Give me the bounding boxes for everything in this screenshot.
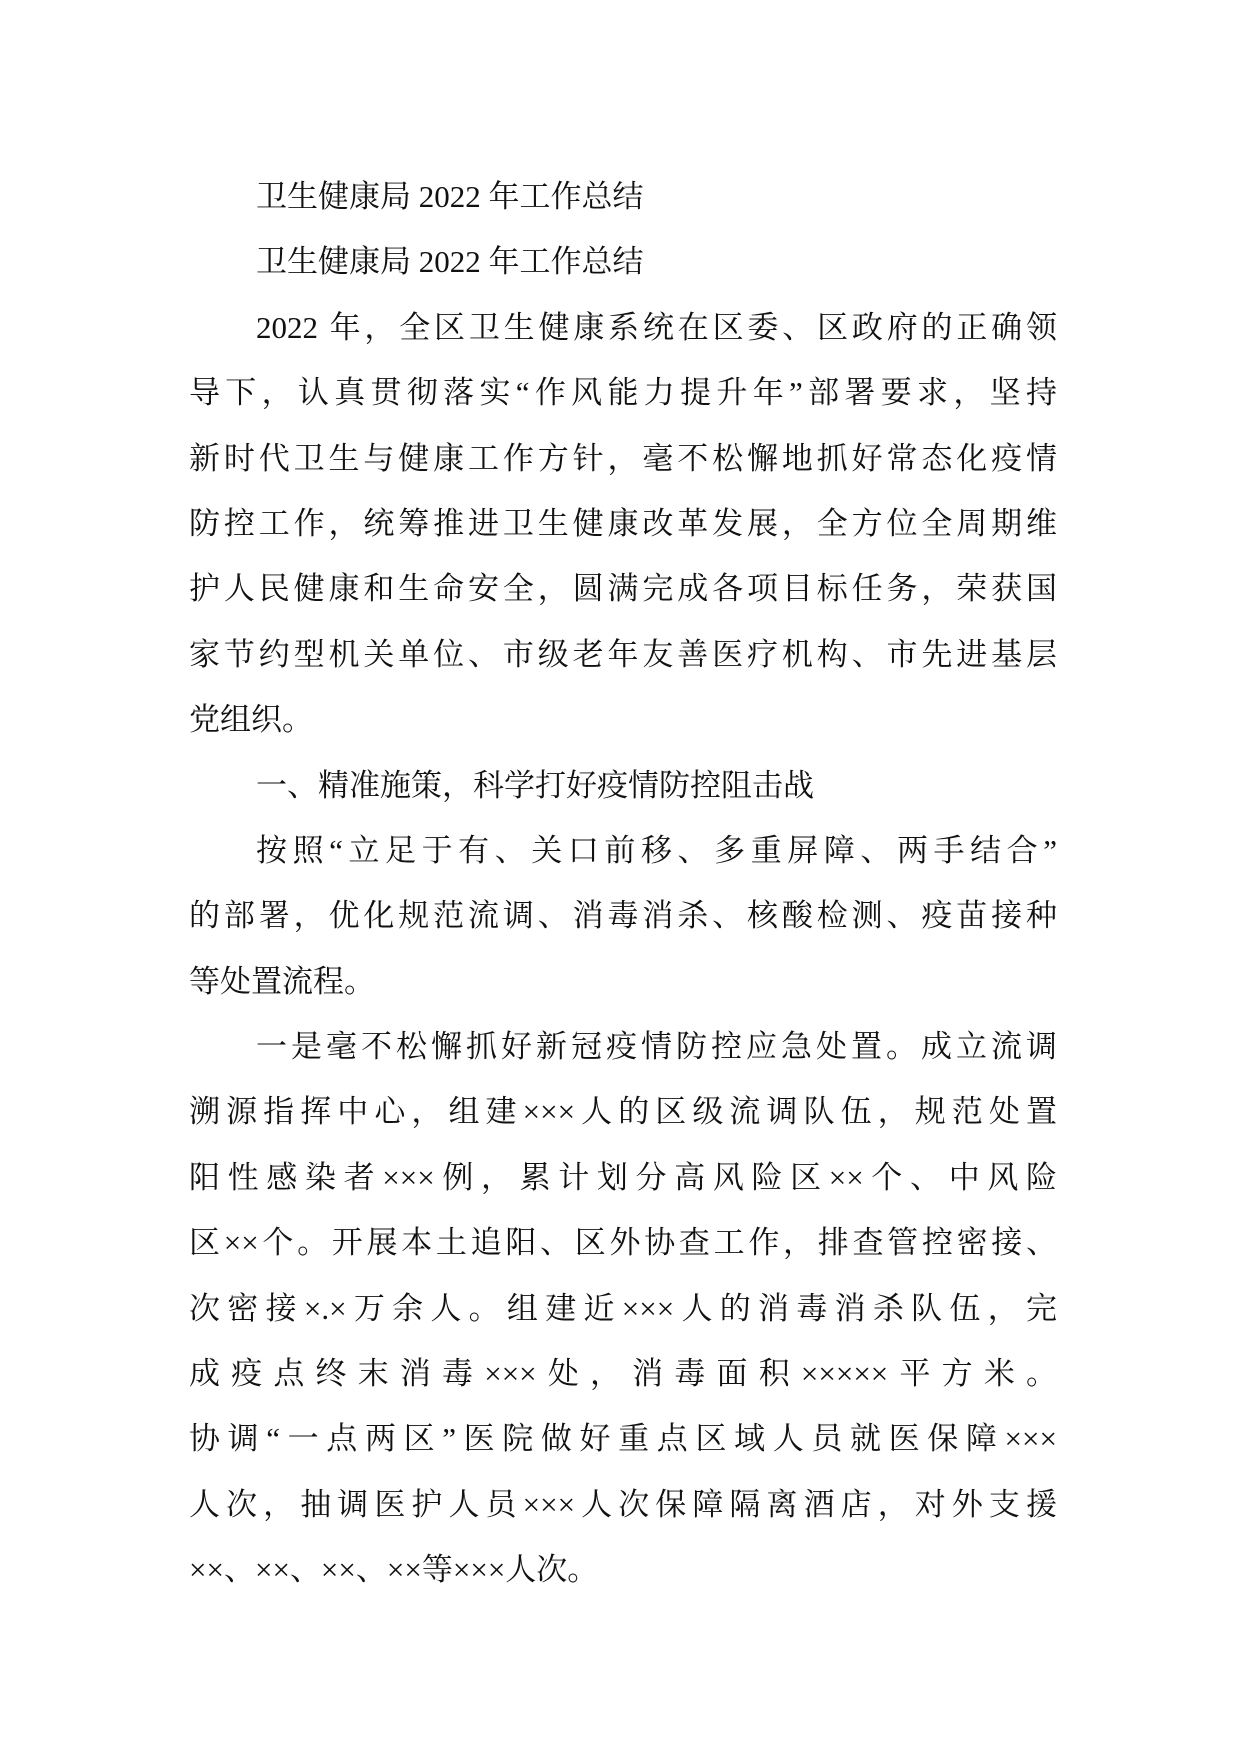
body-paragraph <box>189 818 1057 1014</box>
body-text-line: 2022 年，全区卫生健康系统在区委、区政府的正确领 <box>256 309 1057 345</box>
body-text-line: 新时代卫生与健康工作方针，毫不松懈地抓好常态化疫情 <box>189 440 1057 476</box>
body-text-line: 人次，抽调医护人员×××人次保障隔离酒店，对外支援 <box>189 1486 1057 1522</box>
document-title-repeat: 卫生健康局 2022 年工作总结 <box>256 244 644 280</box>
document-title: 卫生健康局 2022 年工作总结 <box>256 179 644 214</box>
body-text-line: 党组织。 <box>189 702 313 738</box>
body-text-line: 成疫点终末消毒×××处，消毒面积×××××平方米。 <box>189 1356 1057 1392</box>
body-text-line: 的部署，优化规范流调、消毒消杀、核酸检测、疫苗接种 <box>189 898 1057 934</box>
body-text-line: 区××个。开展本土追阳、区外协查工作，排查管控密接、 <box>189 1225 1057 1261</box>
body-text-line: 次密接×.×万余人。组建近×××人的消毒消杀队伍，完 <box>189 1290 1057 1326</box>
body-text-line: 导下，认真贯彻落实“作风能力提升年”部署要求，坚持 <box>189 375 1057 411</box>
body-text-line: 阳性感染者×××例，累计划分高风险区××个、中风险 <box>189 1159 1057 1195</box>
body-text-line: 溯源指挥中心，组建×××人的区级流调队伍，规范处置 <box>189 1094 1057 1130</box>
section-heading: 一、精准施策，科学打好疫情防控阻击战 <box>256 767 814 803</box>
body-text-line: ××、××、××、××等×××人次。 <box>189 1552 599 1588</box>
body-text-line: 按照“立足于有、关口前移、多重屏障、两手结合” <box>256 832 1057 868</box>
document-body <box>189 164 1057 1603</box>
section <box>189 753 1057 1603</box>
body-text-line: 一是毫不松懈抓好新冠疫情防控应急处置。成立流调 <box>256 1029 1057 1065</box>
body-text-line: 护人民健康和生命安全，圆满完成各项目标任务，荣获国 <box>189 571 1057 607</box>
body-text-line: 等处置流程。 <box>189 963 375 999</box>
intro-paragraph <box>189 295 1057 753</box>
body-paragraph <box>189 1014 1057 1603</box>
body-text-line: 防控工作，统筹推进卫生健康改革发展，全方位全周期维 <box>189 505 1057 541</box>
body-text-line: 家节约型机关单位、市级老年友善医疗机构、市先进基层 <box>189 636 1057 672</box>
body-text-line: 协调“一点两区”医院做好重点区域人员就医保障××× <box>189 1421 1057 1457</box>
